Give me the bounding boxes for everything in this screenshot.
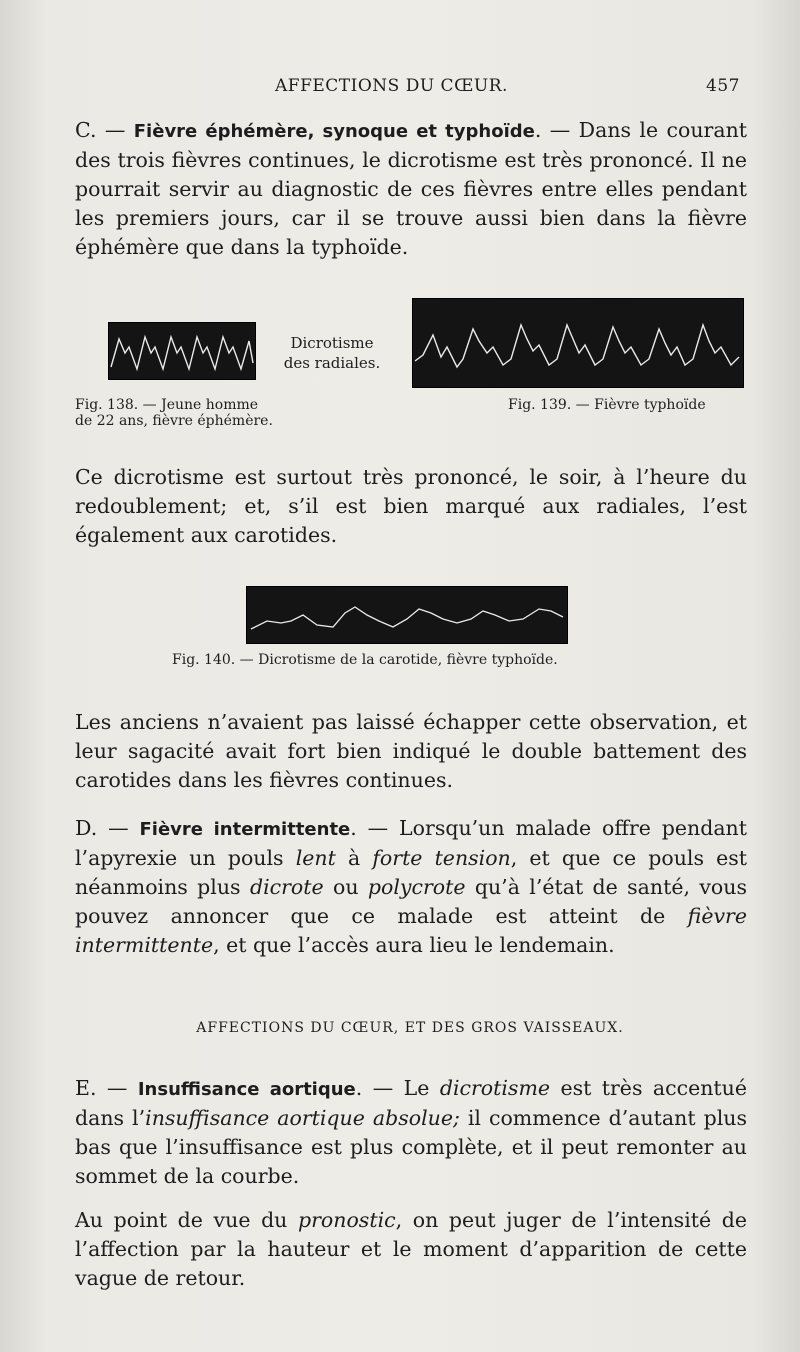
fig-138-caption xyxy=(75,397,273,429)
fig-139-pulse-trace xyxy=(412,298,744,388)
fig-138-caption-line1: Fig. 138. — Jeune homme xyxy=(75,397,259,413)
fig-138-pulse-trace xyxy=(108,322,256,380)
section-d-label: D. — xyxy=(75,816,140,840)
paragraph-pronostic xyxy=(75,1206,747,1293)
section-e-italic-dicrotisme: dicrotisme xyxy=(439,1076,551,1100)
section-e-italic-insuffisance: insuffisance aortique absolue; xyxy=(145,1106,460,1130)
fig-138-waveform xyxy=(109,323,255,379)
section-e-text-1: . — Le xyxy=(355,1076,440,1100)
section-d-text-3: , et que ce pouls est néanmoins plus xyxy=(75,846,747,899)
section-d-heading: Fièvre intermittente xyxy=(139,819,351,840)
side-label-line2: des radiales. xyxy=(283,354,381,372)
fig-139-waveform xyxy=(413,299,743,387)
running-head-title: AFFECTIONS DU CŒUR. xyxy=(275,76,508,96)
section-c-label: C. — xyxy=(75,118,134,142)
fig-140-carotid-trace xyxy=(246,586,568,644)
figure-side-label xyxy=(262,333,402,373)
section-d-italic-dicrote: dicrote xyxy=(249,875,324,899)
section-e-text-2: est très accentué dans l’ xyxy=(75,1076,747,1130)
section-e-text-3: il commence d’autant plus bas que l’insuffisance est plus complète, et il peut remonter au sommet de la courbe. xyxy=(75,1106,747,1188)
section-d-italic-lent: lent xyxy=(295,846,336,870)
fig-139-caption: Fig. 139. — Fièvre typhoïde xyxy=(508,397,706,413)
pronostic-italic: pronostic xyxy=(298,1208,396,1232)
fig-138-caption-line2: de 22 ans, fièvre éphémère. xyxy=(75,413,273,429)
running-head xyxy=(75,76,740,102)
paragraph-e-insuffisance-aortique xyxy=(75,1074,747,1191)
side-label-line1: Dicrotisme xyxy=(290,334,374,352)
section-d-text-2: à xyxy=(335,846,373,870)
section-d-text-1: . — Lorsqu’un malade offre pendant l’apyrexie un pouls xyxy=(75,816,748,870)
section-e-label: E. — xyxy=(75,1076,138,1100)
section-d-text-4: ou xyxy=(323,875,368,899)
fig-140-waveform xyxy=(247,587,567,643)
paragraph-d-fievre-intermittente xyxy=(75,814,747,960)
section-e-heading: Insuffisance aortique xyxy=(137,1079,356,1100)
section-d-italic-fievre-intermittente: fièvre intermittente xyxy=(75,904,747,957)
section-c-text: . — Dans le courant des trois fièvres continues, le dicrotisme est très prononcé. Il ne pourrait servir au diagnostic de ces fièvres entre elles pendant les premiers jours, car il se trouve aussi bien dans la fièvre éphémère que dans la typhoïde. xyxy=(75,118,748,259)
pronostic-text-1: Au point de vue du xyxy=(75,1208,298,1232)
section-d-italic-forte-tension: forte tension xyxy=(372,846,511,870)
section-d-italic-polycrote: polycrote xyxy=(367,875,466,899)
paragraph-c-fievre-ephemere xyxy=(75,116,747,262)
section-c-heading: Fièvre éphémère, synoque et typhoïde xyxy=(133,121,535,142)
page-number: 457 xyxy=(706,76,740,96)
pronostic-text-2: , on peut juger de l’intensité de l’affection par la hauteur et le moment d’apparition de cette vague de retour. xyxy=(75,1208,747,1290)
section-d-text-5: qu’à l’état de santé, vous pouvez annoncer que ce malade est atteint de xyxy=(75,875,747,928)
fig-140-caption: Fig. 140. — Dicrotisme de la carotide, fièvre typhoïde. xyxy=(172,652,558,668)
paragraph-anciens: Les anciens n’avaient pas laissé échapper cette observation, et leur sagacité avait fort bien indiqué le double battement des carotides dans les fièvres continues. xyxy=(75,710,747,792)
section-d-text-6: , et que l’accès aura lieu le lendemain. xyxy=(213,933,615,957)
paragraph-carotides: Ce dicrotisme est surtout très prononcé, le soir, à l’heure du redoublement; et, s’il est bien marqué aux radiales, l’est également aux carotides. xyxy=(75,465,747,547)
section-heading-gros-vaisseaux: AFFECTIONS DU CŒUR, ET DES GROS VAISSEAUX. xyxy=(196,1020,624,1036)
